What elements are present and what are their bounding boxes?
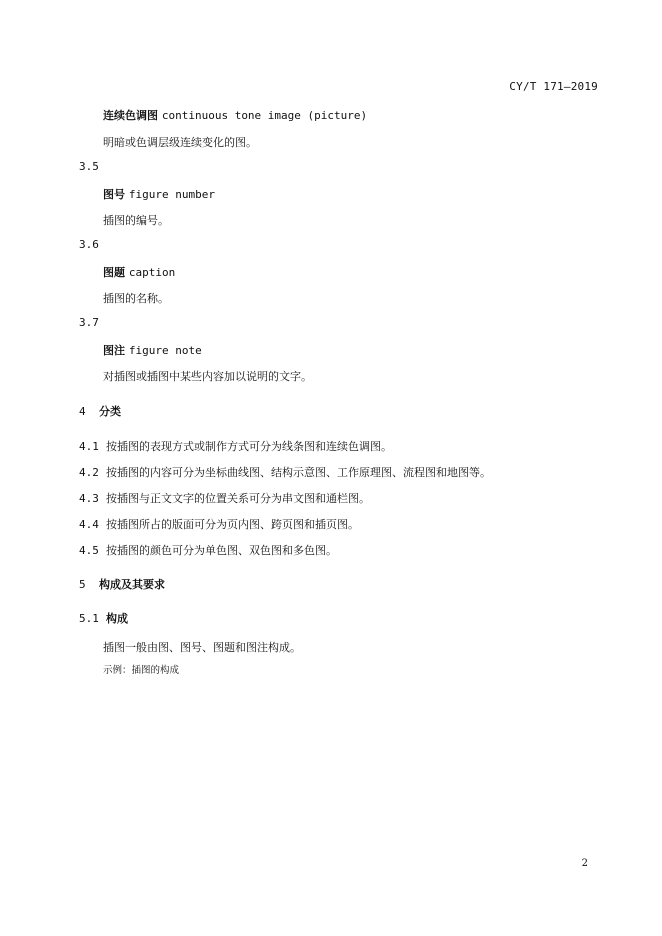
- clause-text: 按插图的表现方式或制作方式可分为线条图和连续色调图。: [106, 440, 392, 453]
- term-definition: 插图的名称。: [103, 292, 169, 305]
- term-zh: 图题: [103, 266, 125, 279]
- clause-number: 4.1: [79, 440, 99, 453]
- term-definition: 明暗或色调层级连续变化的图。: [103, 136, 257, 149]
- term-zh: 图号: [103, 188, 125, 201]
- example-label: 示例：插图的构成: [103, 665, 180, 676]
- section-title: 构成及其要求: [99, 578, 165, 591]
- body-paragraph: 插图一般由图、图号、图题和图注构成。: [103, 641, 301, 654]
- clause-number: 4.2: [79, 466, 99, 479]
- term-en: continuous tone image (picture): [161, 109, 368, 122]
- section-number: 4: [79, 405, 86, 418]
- document-code: CY/T 171—2019: [509, 80, 598, 93]
- term-title: [103, 186, 215, 202]
- clause-number: 3.7: [79, 316, 99, 329]
- clause-text: 按插图的内容可分为坐标曲线图、结构示意图、工作原理图、流程图和地图等。: [106, 466, 491, 479]
- clause-text: 按插图所占的版面可分为页内图、跨页图和插页图。: [106, 518, 359, 531]
- section-title: 分类: [99, 405, 121, 418]
- clause-number: 4.4: [79, 518, 99, 531]
- term-en: figure number: [128, 188, 215, 201]
- clause-item: [79, 438, 392, 454]
- term-zh: 连续色调图: [103, 109, 158, 122]
- term-title: [103, 264, 175, 280]
- clause-item: [79, 542, 337, 558]
- term-definition: 插图的编号。: [103, 214, 169, 227]
- section-number: 5: [79, 578, 86, 591]
- page-number: 2: [581, 858, 588, 869]
- section-heading: [79, 576, 165, 592]
- term-en: caption: [128, 266, 176, 279]
- term-title: [103, 342, 202, 358]
- term-en: figure note: [128, 344, 202, 357]
- clause-number: 4.3: [79, 492, 99, 505]
- clause-text: 按插图与正文文字的位置关系可分为串文图和通栏图。: [106, 492, 370, 505]
- clause-number: 3.5: [79, 160, 99, 173]
- term-title: [103, 107, 367, 123]
- term-definition: 对插图或插图中某些内容加以说明的文字。: [103, 370, 312, 383]
- clause-item: [79, 490, 370, 506]
- term-zh: 图注: [103, 344, 125, 357]
- subsection-heading: [79, 610, 128, 626]
- clause-number: 3.6: [79, 238, 99, 251]
- clause-text: 按插图的颜色可分为单色图、双色图和多色图。: [106, 544, 337, 557]
- subsection-number: 5.1: [79, 612, 99, 625]
- clause-item: [79, 464, 491, 480]
- clause-item: [79, 516, 359, 532]
- clause-number: 4.5: [79, 544, 99, 557]
- subsection-title: 构成: [106, 612, 128, 625]
- section-heading: [79, 403, 121, 419]
